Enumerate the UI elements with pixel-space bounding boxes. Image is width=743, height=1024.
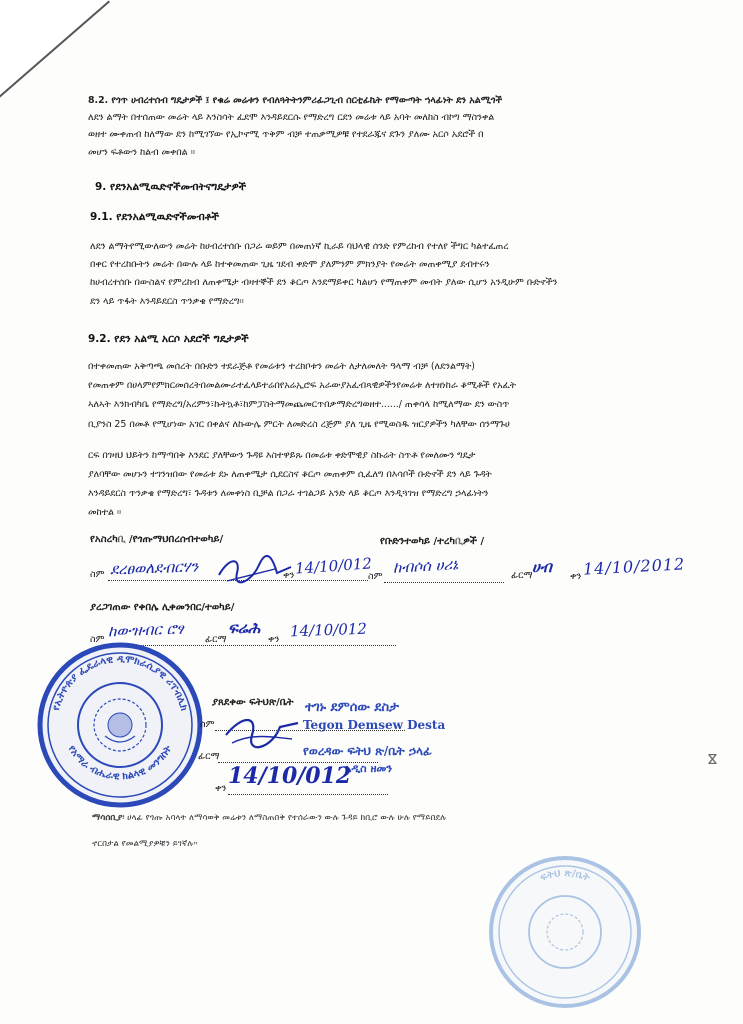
right-handwritten-name: ከብሶሰ ሀሪኔ [392, 555, 459, 577]
right-stamp-text: ፍትህ ጽ/ቤት [538, 867, 592, 884]
section-8-2-line: 8.2. የጎጥ ሀብረተሰብ ግዴታዎች ፤ የቁሬ መሬቱን የብለጓትትንምሪፊጋጊብ ሰርቲፊኬት የማውጣት ኀላፊነት ደን አልሚጎች [88, 95, 503, 106]
section-9-1-line: ከሀብረተሰቡ በውስልና የምረከብ ለጠቀሜታ ብዛተኞች ደን ቆርጦ እንደማይቀር ካልሆነ የማጠቀም መብት ያለው ሲሆን አንዲሁም ቡድኖችን [90, 277, 558, 289]
svg-text:የአማራ ብሔራዊ ክልላዊ መንግስት [66, 744, 175, 783]
court-approval-label: ያጸደቀው ፍትህጽ/ቤት [212, 697, 294, 708]
section-9-1-heading: 9.1. የደንአልሚዉድኖችመብቶች [90, 211, 220, 223]
court-date-prefix: ቀን [215, 783, 227, 794]
recipients-label: የቡድንተወካይ /ተረካቢዎች / [380, 536, 485, 547]
observer-date-prefix: ቀን [268, 634, 280, 645]
note-line-1 [92, 812, 446, 825]
handover-label: የአስረካቢ /የጎጡማህበረሰብተወካይ/ [90, 534, 224, 545]
court-stamp-title-1: የወረዳው ፍትህ ጽ/ቤት ኃላፊ [303, 744, 432, 758]
observer-sign-prefix: ፊርማ [205, 634, 227, 645]
section-9-2-line: እንዳይደርስ ጥንቃቄ የማድረግ፣ ጉዳቱን ለመቀነስ ቢቻል በጋራ ተገልጋይ አንድ ላይ ቆርጦ እንዲጓገዝ የማድረግ ኃላፊነትን [88, 488, 489, 500]
bottom-right-stamp [485, 852, 645, 1012]
section-9-1-paragraph [90, 240, 730, 308]
left-signature-scribble [215, 553, 295, 587]
right-handwritten-signature: ሀብ [532, 558, 552, 576]
section-9-1-line: በቀር የተረከቡትን መሬት በውሉ ላይ ከተቀመጠው ጊዜ ገደብ ቀድሞ ያለምንም ምክንያት የመሬት መጠቀሚያ ደብተሩን [90, 259, 490, 271]
note-text-1: ሀላፊ የጎጡ አባላት ለማሳወቅ መሬቱን ለማስጠበቅ የተሰራውን ውሉ ጉዳይ ከቢሮ ውሉ ሁሉ የማይበደሉ [127, 813, 447, 823]
note-label: ማሳሰቢያ፡ [92, 813, 125, 823]
court-official-name-english: Tegon Demsew Desta [303, 718, 446, 732]
section-9-2-line: ቢያንስ 25 በመቶ የሚሆነው አገር በቀልና ለኩውሌ ምርት ለመድረስ ረጅም ያለ ጊዜ የሚወስዱ ዝርያዎችን ካለቸው ሰንማጉሀ [88, 418, 510, 430]
section-9-heading: 9. የደንአልሚዉድኖችመብትናግዴታዎች [95, 181, 247, 193]
section-9-2-paragraph [88, 360, 728, 520]
right-name-prefix: ስም [368, 571, 383, 582]
section-9-2-line: ኣለኣት እንክብካቤ የማድረግ/አረምን፣ኩትኳቶ፣ከምፓስትማመጨመርጥበቃማድረግወዘተ....../ ጠቀሳላ ከሚለማው ደን ውስጥ [88, 399, 510, 411]
section-9-2-line: ርፍ በገዛህ ህይትን ከማጣበቅ እንደር ያለቸውን ጉዳዩ እስተዋይጹ በመሬቱ ቀድሞዊያ ስኩሬት ስጥቶ የመለሙን ግዴታ [88, 449, 476, 461]
section-9-2-heading: 9.2. የደን አልሚ አርሶ አደሮች ግዴታዎች [88, 333, 249, 345]
section-9-2-line: የመጠቀም በሀላምየምክርመሰረትበመልሙራተፈላይተሬበየአሬኢሮፍ አራውያአፈብጻዊዎችንየመሬቱ ለተዘነከራ ቆሚቶች የአፈት [88, 380, 517, 392]
right-handwritten-date: 14/10/2012 [582, 554, 686, 579]
section-9-2-line: በተቀመጠው አቅጣጫ መሰረት በቡድን ተደራጅቶ የመሬቱን ተረክቦቱን መሬት ለታለመለት ዓላማ ብቻ (ለደንልማት) [88, 361, 475, 372]
right-sign-prefix: ፊርማ [511, 570, 533, 581]
section-9-2-line [88, 437, 728, 445]
observer-name-prefix: ስም [90, 634, 105, 645]
court-date-line [228, 794, 388, 795]
section-9-1-line: ለደን ልማትየሚውለውን መሬት ከሀብረተሰቡ በጋራ ወይም በመጠነኛ ኪራይ ባህላዊ ሰንድ የምረከብ የተለየ ችግር ካልተፈጠረ [90, 241, 509, 252]
right-date-prefix: ቀን [570, 571, 582, 582]
margin-mark: ⴵ [708, 752, 717, 768]
observer-handwritten-date: 14/10/012 [289, 619, 368, 641]
observer-handwritten-signature: ፍሬሕ [228, 619, 261, 637]
note-line-2: ኖርበታል የመልሚያዎቹን ይገኛሉ። [92, 839, 198, 849]
court-signature-scribble [222, 713, 302, 753]
section-8-2-line: ወዘተ ሙቀጠብ ከለማው ደን ከሚገኘው የኢኮኖሚ ጥቅም ብቻ ተጠቃሚዎቹ የተደራጁና ደጉን ያለሙ አርሶ አደሮች በ [88, 129, 484, 141]
kebele-chair-label: ያረጋገጠው የቀበሌ ሊቀመንበር/ተወካይ/ [90, 602, 235, 613]
section-8-2-line: መሆን ፍቶውን ከልብ መቀበል ። [88, 146, 195, 158]
left-handwritten-date: 14/10/012 [294, 554, 373, 578]
court-name-prefix: ስም [200, 719, 215, 730]
left-official-stamp [35, 640, 205, 810]
left-date-prefix: ቀን [283, 570, 295, 581]
court-official-name-amharic: ተገኑ ደምሰው ደስታ [305, 700, 399, 715]
left-stamp-top-text: የኢትዮጵያ ፌዴራላዊ ዲሞክራሲያዊ ሪፐብሊክ [50, 653, 190, 712]
svg-text:የኢትዮጵያ ፌዴራላዊ ዲሞክራሲያዊ ሪፐብሊክ [51, 654, 190, 713]
court-handwritten-date: 14/10/012 [228, 763, 352, 789]
court-stamp-title-2: አዲስ ዘመን [345, 762, 393, 775]
section-8-2-paragraph [88, 94, 728, 159]
section-8-2-line: ለደን ልማት በተሰጠው መሬት ላይ እንስሳት ፈደሞ እንዳይደርሱ የማድረግ ርደን መሬቱ ላይ አባት መለከስ ብኮግ ማስንቀል [88, 112, 495, 124]
section-9-2-line: መከተል ። [88, 507, 122, 519]
left-handwritten-name: ደረፀወለደብርሃን [109, 557, 199, 579]
right-name-line [384, 582, 504, 583]
left-name-prefix: ስም [90, 569, 105, 580]
court-sign-prefix: ፊርማ [198, 751, 220, 762]
left-stamp-bottom-text: የአማራ ብሔራዊ ክልላዊ መንግስት [65, 743, 175, 783]
observer-handwritten-name: ከውዝብር ሮፃ [107, 619, 184, 641]
section-9-1-line: ደን ላይ ጥፋት እንዳይደርስ ጥንቃቄ የማድረግ። [90, 295, 244, 307]
section-9-2-line: ያለባቸው መሆኑን ተገንዝበው የመሬቱ ደኑ ለጠቀሜታ ሲደርስና ቆርጦ መጠቀም ሲፈለግ በእሳቦች ቡድኖች ደን ላይ ጉዳት [88, 469, 492, 481]
